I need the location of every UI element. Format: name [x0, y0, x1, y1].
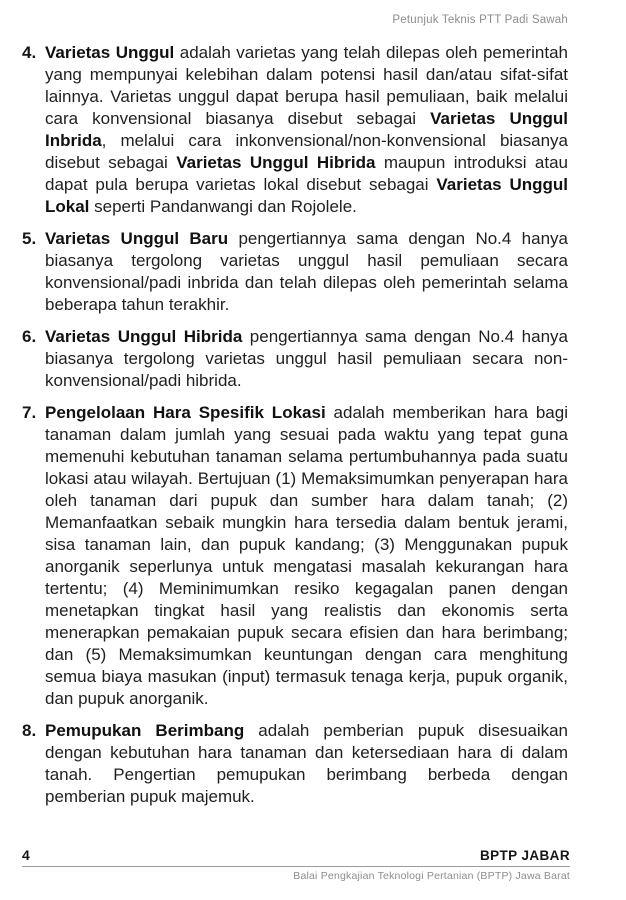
- term-regular: adalah memberikan hara bagi tanaman dalam jumlah yang sesuai pada waktu yang tepat guna memenuhi kebutuhan tanaman selama pertumbuhannya pada suatu lokasi atau wilayah. Bertujuan (1) Memaksimumkan penyerapan hara oleh tanaman dari pupuk dan sumber hara dalam tanah; (2) Memanfaatkan sebaik mungkin hara tersedia dalam bentuk jerami, sisa tanaman lain, dan pupuk kandang; (3) Menggunakan pupuk anorganik seperlunya untuk mengatasi masalah kekurangan hara tertentu; (4) Meminimumkan resiko kegagalan panen dengan menetapkan tingkat hasil yang realistis dan ekonomis serta menerapkan pemakaian pupuk secara efisien dan hara berimbang; dan (5) Memaksimumkan keuntungan dengan cara menghitung semua biaya masukan (input) termasuk tenaga kerja, pupuk organik, dan pupuk anorganik.: [45, 403, 568, 708]
- page-header: [22, 14, 568, 26]
- term-regular: seperti Pandanwangi dan Rojolele.: [89, 197, 357, 216]
- item-text: [45, 228, 568, 316]
- term-bold: Varietas Unggul: [45, 43, 175, 62]
- definition-list: [22, 42, 568, 818]
- term-regular: adalah pemberian pupuk disesuaikan dengan kebutuhan hara tanaman dan ketersediaan hara di dalam tanah. Pengertian pemupukan berimbang berbeda dengan pemberian pupuk majemuk.: [45, 721, 569, 806]
- term-regular: maupun introduksi atau dapat pula berupa varietas lokal disebut sebagai: [45, 153, 568, 194]
- item-number: 4.: [22, 43, 37, 62]
- page-number: 4: [22, 847, 30, 863]
- footer-divider: [22, 866, 570, 867]
- term-bold: Pengelolaan Hara Spesifik Lokasi: [45, 403, 326, 422]
- term-regular: pengertiannya sama dengan No.4 hanya biasanya tergolong varietas unggul hasil pemuliaan secara konvensional/padi inbrida dan telah dilepas oleh pemerintah selama beberapa tahun terakhir.: [45, 229, 568, 314]
- list-item: [22, 720, 568, 808]
- term-bold: Pemupukan Berimbang: [45, 721, 245, 740]
- list-item: [22, 42, 568, 218]
- list-item: [22, 326, 568, 392]
- term-bold: Varietas Unggul Inbrida: [45, 109, 568, 150]
- item-text: [45, 720, 568, 808]
- page-footer: [22, 847, 570, 882]
- item-text: [45, 326, 568, 392]
- term-bold: Varietas Unggul Hibrida: [176, 153, 376, 172]
- item-text: [45, 402, 568, 710]
- running-title: Petunjuk Teknis PTT Padi Sawah: [392, 14, 568, 26]
- footer-org-full: Balai Pengkajian Teknologi Pertanian (BPTP) Jawa Barat: [293, 870, 570, 882]
- item-text: [45, 42, 568, 218]
- footer-row: [22, 847, 570, 863]
- footer-org-short: BPTP JABAR: [479, 848, 570, 863]
- list-item: [22, 402, 568, 710]
- term-regular: , melalui cara inkonvensional/non-konvensional biasanya disebut sebagai: [45, 131, 568, 172]
- term-bold: Varietas Unggul Lokal: [45, 175, 568, 216]
- item-number: 7.: [22, 403, 37, 422]
- item-number: 8.: [22, 721, 37, 740]
- term-bold: Varietas Unggul Hibrida: [45, 327, 243, 346]
- term-bold: Varietas Unggul Baru: [45, 229, 229, 248]
- item-number: 6.: [22, 327, 37, 346]
- list-item: [22, 228, 568, 316]
- item-number: 5.: [22, 229, 37, 248]
- term-regular: pengertiannya sama dengan No.4 hanya biasanya tergolong varietas unggul hasil pemuliaan secara non-konvensional/padi hibrida.: [45, 327, 568, 390]
- term-regular: adalah varietas yang telah dilepas oleh pemerintah yang mempunyai kelebihan dalam potensi hasil dan/atau sifat-sifat lainnya. Varietas unggul dapat berupa hasil pemuliaan, baik melalui cara konvensional biasanya disebut sebagai: [45, 43, 568, 128]
